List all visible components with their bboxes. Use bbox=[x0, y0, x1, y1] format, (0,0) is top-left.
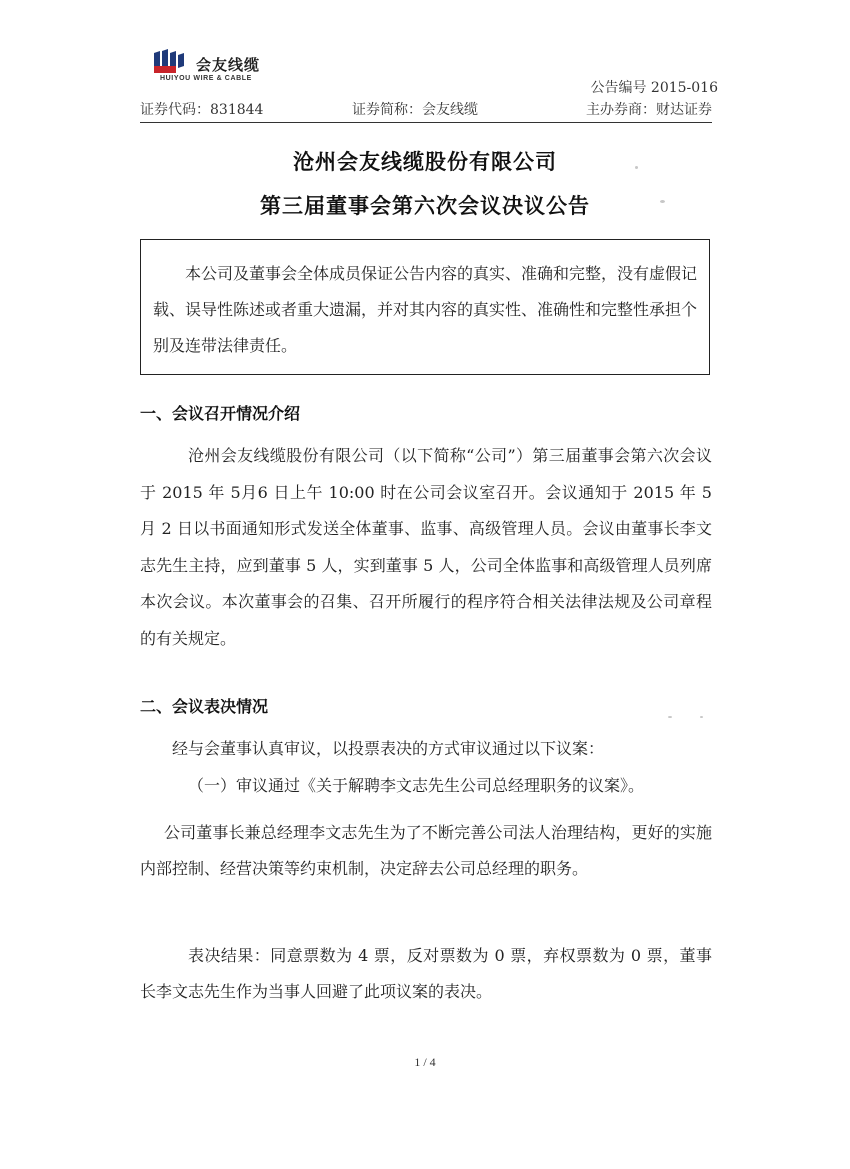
meeting-info-paragraph: 沧州会友线缆股份有限公司（以下简称“公司”）第三届董事会第六次会议于 2015 年 5月6 日上午 10:00 时在公司会议室召开。会议通知于 2015 年 5 月 2 日以书面通知形式发送全体董事、监事、高级管理人员。会议由董事长李文志先生主持，应到董事 5 人，实到董事 5 人，公司全体监事和高级管理人员列席本次会议。本次董事会的召集、召开所履行的程序符合相关法律法规及公司章程的有关规定。 bbox=[140, 446, 712, 648]
notice-number: 公告编号 2015-016 bbox=[590, 80, 718, 96]
voting-intro-paragraph: 经与会董事认真审议，以投票表决的方式审议通过以下议案： bbox=[172, 739, 605, 758]
securities-info-row bbox=[140, 99, 712, 119]
cable-logo-icon bbox=[152, 49, 192, 75]
scan-speck bbox=[660, 200, 665, 203]
company-logo bbox=[152, 49, 302, 85]
document-title-announcement: 第三届董事会第六次会议决议公告 bbox=[260, 194, 590, 218]
page-number: 1 / 4 bbox=[414, 1055, 436, 1069]
section-heading-voting: 二、会议表决情况 bbox=[140, 697, 269, 716]
disclaimer-text: 本公司及董事会全体成员保证公告内容的真实、准确和完整，没有虚假记载、误导性陈述或者重大遗漏，并对其内容的真实性、准确性和完整性承担个别及连带法律责任。 bbox=[153, 264, 698, 355]
scan-speck bbox=[635, 166, 638, 169]
document-title-company: 沧州会友线缆股份有限公司 bbox=[293, 150, 557, 174]
logo-english-name: HUIYOU WIRE & CABLE bbox=[160, 75, 252, 82]
disclaimer-box bbox=[140, 239, 710, 375]
voting-result: 表决结果：同意票数为 4 票，反对票数为 0 票，弃权票数为 0 票，董事长李文志先生作为当事人回避了此项议案的表决。 bbox=[140, 946, 712, 1001]
header-divider bbox=[140, 122, 712, 123]
resolution-item-1: （一）审议通过《关于解聘李文志先生公司总经理职务的议案》。 bbox=[188, 776, 645, 795]
logo-chinese-name: 会友线缆 bbox=[196, 56, 261, 74]
resolution-description: 公司董事长兼总经理李文志先生为了不断完善公司法人治理结构，更好的实施内部控制、经营决策等约束机制，决定辞去公司总经理的职务。 bbox=[140, 823, 712, 878]
scan-speck bbox=[700, 716, 703, 718]
section-heading-meeting-info: 一、会议召开情况介绍 bbox=[140, 404, 301, 423]
securities-code: 证券代码：831844 bbox=[140, 102, 264, 118]
scan-speck bbox=[668, 716, 672, 718]
securities-abbreviation: 证券简称：会友线缆 bbox=[352, 102, 478, 118]
lead-broker: 主办券商：财达证券 bbox=[586, 102, 712, 118]
